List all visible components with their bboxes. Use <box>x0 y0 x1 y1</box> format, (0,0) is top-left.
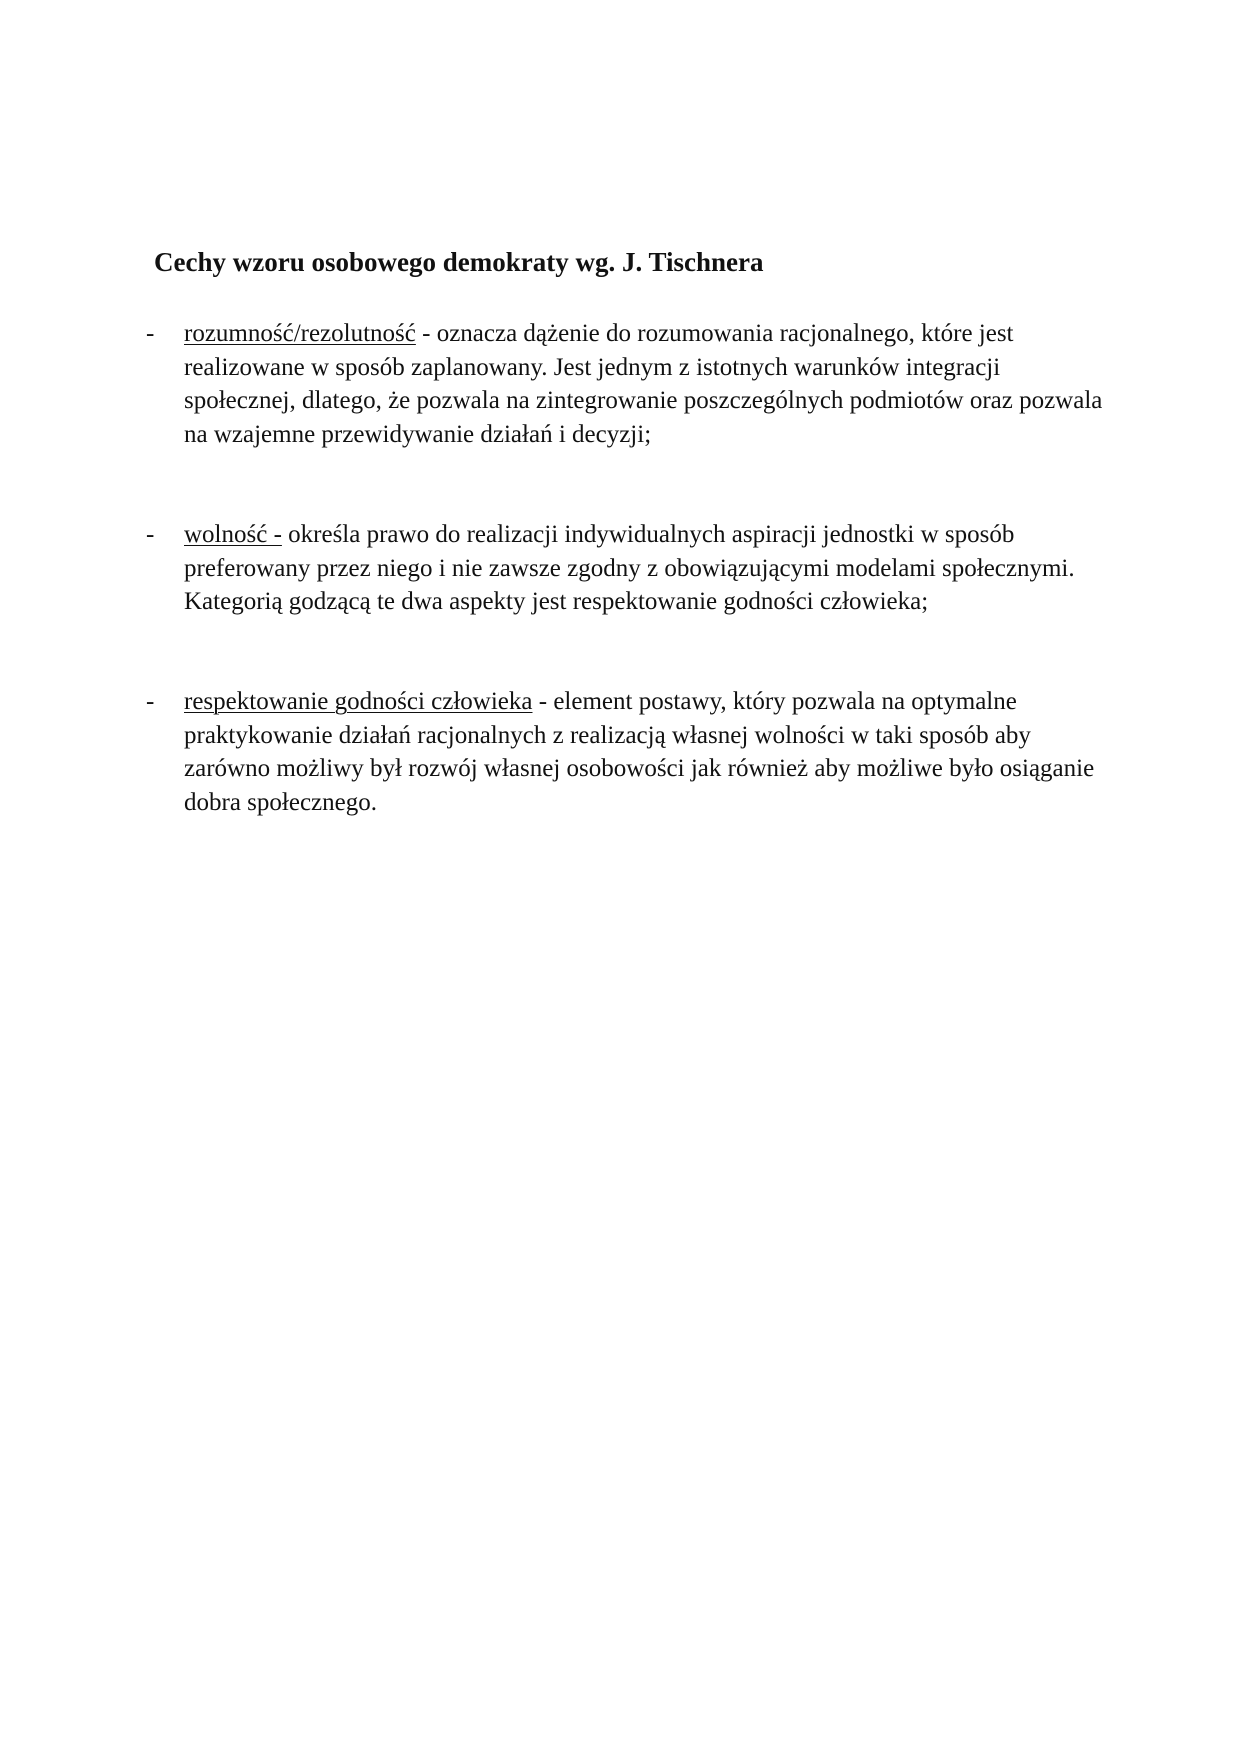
list-item-text <box>184 518 1104 619</box>
list-item-text <box>184 317 1104 451</box>
term-underlined: wolność - <box>184 521 282 548</box>
document-title: Cechy wzoru osobowego demokraty wg. J. Tischnera <box>154 247 764 277</box>
term-description: - element postawy, który pozwala na optymalne praktykowanie działań racjonalnych z realizacją własnej wolności w taki sposób aby zarówno możliwy był rozwój własnej osobowości jak również aby możliwe było osiąganie dobra społecznego. <box>184 688 1095 816</box>
bullet-dash: - <box>146 521 155 548</box>
bullet-dash: - <box>146 320 155 347</box>
list-item-text <box>184 685 1104 819</box>
term-description: określa prawo do realizacji indywidualnych aspiracji jednostki w sposób preferowany przez niego i nie zawsze zgodny z obowiązującymi modelami społecznymi. Kategorią godzącą te dwa aspekty jest respektowanie godności człowieka; <box>184 521 1075 615</box>
term-description: - oznacza dążenie do rozumowania racjonalnego, które jest realizowane w sposób zaplanowany. Jest jednym z istotnych warunków integracji społecznej, dlatego, że pozwala na zintegrowanie poszczególnych podmiotów oraz pozwala na wzajemne przewidywanie działań i decyzji; <box>184 320 1103 448</box>
term-underlined: respektowanie godności człowieka <box>184 688 533 715</box>
term-underlined: rozumność/rezolutność <box>184 320 416 347</box>
bullet-dash: - <box>146 688 155 715</box>
